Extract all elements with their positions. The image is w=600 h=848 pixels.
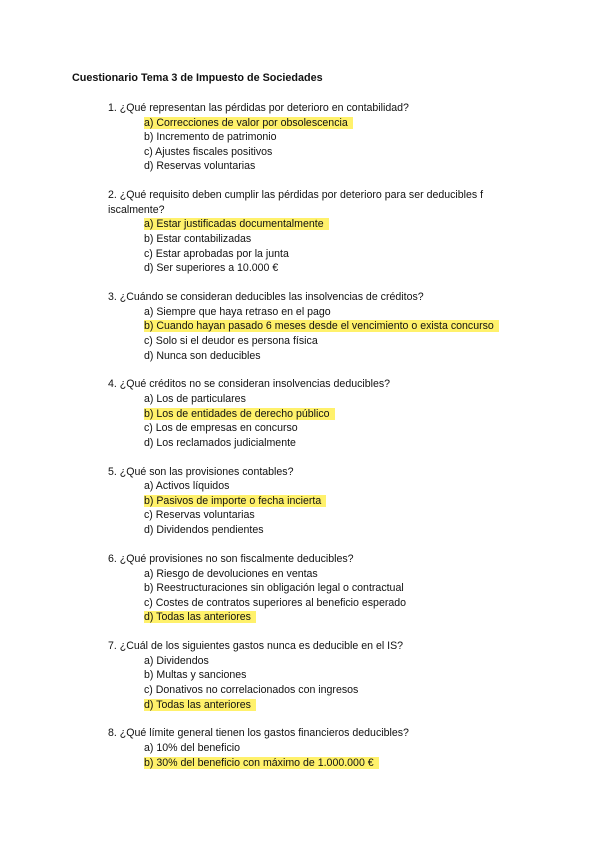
- answer-option: [144, 436, 538, 451]
- answer-option-text: b) Reestructuraciones sin obligación legal o contractual: [144, 582, 404, 595]
- answer-option: [144, 668, 538, 683]
- answer-option-text: c) Ajustes fiscales positivos: [144, 145, 273, 158]
- answer-option-text: c) Reservas voluntarias: [144, 509, 255, 522]
- answer-option-text: d) Nunca son deducibles: [144, 349, 261, 362]
- answer-option-text: b) 30% del beneficio con máximo de 1.000.000 €: [144, 757, 379, 769]
- answer-option: [144, 523, 538, 538]
- answer-option-text: b) Incremento de patrimonio: [144, 131, 277, 144]
- answer-option: [144, 232, 538, 247]
- answer-option: [144, 145, 538, 160]
- answer-option-text: c) Los de empresas en concurso: [144, 422, 298, 435]
- answer-option-text: d) Reservas voluntarias: [144, 160, 256, 173]
- answer-option-correct: [144, 610, 538, 625]
- answer-option: [144, 567, 538, 582]
- answer-option-text: a) Dividendos: [144, 654, 209, 667]
- answer-option: [144, 421, 538, 436]
- answer-options: [144, 567, 538, 625]
- question-text: 3. ¿Cuándo se consideran deducibles las insolvencias de créditos?: [108, 291, 424, 304]
- answer-option-correct: [144, 407, 538, 422]
- answer-option: [144, 654, 538, 669]
- answer-option: [144, 247, 538, 262]
- answer-options: [144, 217, 538, 275]
- answer-options: [144, 479, 538, 537]
- answer-options: [144, 392, 538, 450]
- answer-option-correct: [144, 698, 538, 713]
- question-text: 6. ¿Qué provisiones no son fiscalmente deducibles?: [108, 552, 354, 565]
- document-title: Cuestionario Tema 3 de Impuesto de Sociedades: [72, 72, 323, 84]
- answer-option-text: a) Los de particulares: [144, 392, 246, 405]
- answer-option-text: b) Multas y sanciones: [144, 669, 247, 682]
- answer-option-text: d) Ser superiores a 10.000 €: [144, 262, 279, 275]
- answer-option-text: d) Los reclamados judicialmente: [144, 436, 296, 449]
- question-text: 4. ¿Qué créditos no se consideran insolvencias deducibles?: [108, 378, 391, 391]
- answer-option-correct: [144, 494, 538, 509]
- answer-option-text: c) Estar aprobadas por la junta: [144, 247, 289, 260]
- answer-option-correct: [144, 116, 538, 131]
- answer-option-text: a) 10% del beneficio: [144, 742, 240, 755]
- answer-option-text: c) Solo si el deudor es persona física: [144, 334, 318, 347]
- question-7: [108, 639, 538, 712]
- answer-option: [144, 130, 538, 145]
- question-text: 8. ¿Qué límite general tienen los gastos financieros deducibles?: [108, 727, 409, 740]
- question-1: [108, 101, 538, 174]
- answer-option: [144, 596, 538, 611]
- answer-option-text: b) Cuando hayan pasado 6 meses desde el vencimiento o exista concurso: [144, 320, 499, 332]
- answer-option-correct: [144, 756, 538, 771]
- answer-options: [144, 741, 538, 770]
- answer-option-correct: [144, 217, 538, 232]
- question-2: [108, 188, 538, 276]
- question-text: 2. ¿Qué requisito deben cumplir las pérdidas por deterioro para ser deducibles f iscalmente?: [108, 189, 484, 216]
- question-text: 7. ¿Cuál de los siguientes gastos nunca es deducible en el IS?: [108, 640, 404, 653]
- question-5: [108, 465, 538, 538]
- answer-option-text: c) Donativos no correlacionados con ingresos: [144, 683, 359, 696]
- question-text: 1. ¿Qué representan las pérdidas por deterioro en contabilidad?: [108, 102, 409, 114]
- answer-option-text: b) Los de entidades de derecho público: [144, 408, 335, 420]
- answer-option-correct: [144, 319, 538, 334]
- answer-option: [144, 741, 538, 756]
- answer-option-text: d) Todas las anteriores: [144, 699, 256, 711]
- answer-option-text: a) Correcciones de valor por obsolescencia: [144, 117, 353, 129]
- question-3: [108, 290, 538, 363]
- answer-option-text: d) Dividendos pendientes: [144, 524, 264, 537]
- answer-options: [144, 116, 538, 174]
- answer-option-text: d) Todas las anteriores: [144, 611, 256, 623]
- answer-option-text: a) Activos líquidos: [144, 480, 230, 493]
- answer-option: [144, 305, 538, 320]
- answer-option-text: c) Costes de contratos superiores al beneficio esperado: [144, 596, 407, 609]
- answer-option: [144, 479, 538, 494]
- question-list: [108, 101, 538, 785]
- answer-option-text: a) Estar justificadas documentalmente: [144, 218, 329, 230]
- question-4: [108, 377, 538, 450]
- answer-option-text: b) Estar contabilizadas: [144, 233, 252, 246]
- answer-option: [144, 392, 538, 407]
- answer-option: [144, 334, 538, 349]
- answer-option-text: a) Siempre que haya retraso en el pago: [144, 305, 331, 318]
- question-6: [108, 552, 538, 625]
- answer-option-text: a) Riesgo de devoluciones en ventas: [144, 567, 318, 580]
- answer-option: [144, 508, 538, 523]
- answer-option: [144, 349, 538, 364]
- answer-option: [144, 581, 538, 596]
- answer-options: [144, 305, 538, 363]
- answer-option-text: b) Pasivos de importe o fecha incierta: [144, 495, 326, 507]
- answer-options: [144, 654, 538, 712]
- answer-option: [144, 261, 538, 276]
- answer-option: [144, 683, 538, 698]
- question-8: [108, 726, 538, 770]
- answer-option: [144, 159, 538, 174]
- question-text: 5. ¿Qué son las provisiones contables?: [108, 465, 294, 478]
